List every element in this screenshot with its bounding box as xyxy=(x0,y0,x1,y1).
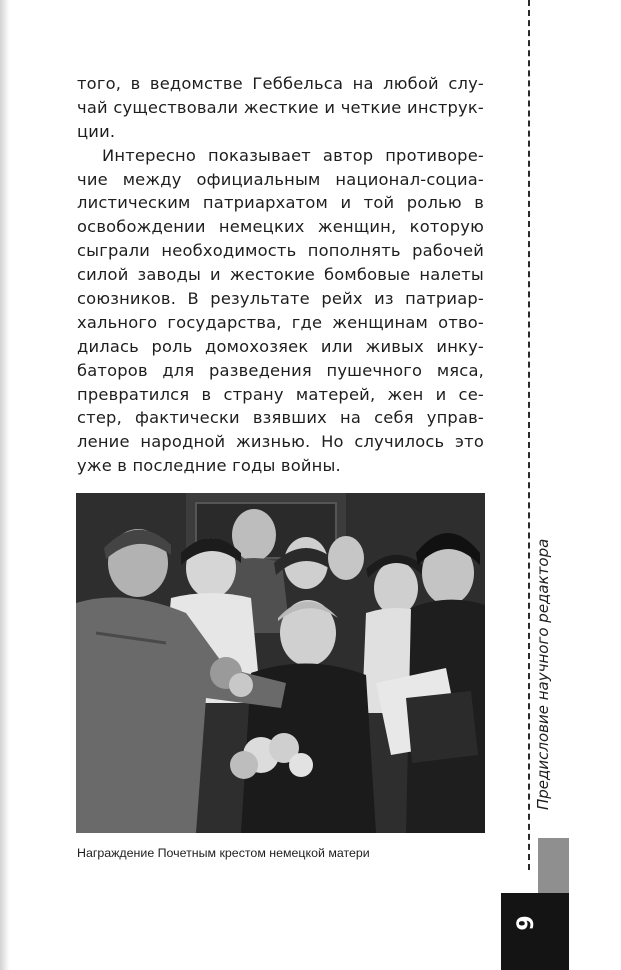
photo-caption: Награждение Почетным крестом немецкой матери xyxy=(77,846,370,860)
text-line: освобождении немецких женщин, которую xyxy=(77,217,484,237)
text-line: баторов для разведения пушечного мяса, xyxy=(77,360,484,380)
page-gutter-shadow xyxy=(0,0,10,970)
historical-photo xyxy=(76,493,485,833)
text-line: союзников. В результате рейх из патриар- xyxy=(77,289,484,309)
running-head-text: Предисловие научного редактора xyxy=(534,538,552,810)
text-line: ции. xyxy=(77,121,116,141)
text-line: уже в последние годы войны. xyxy=(77,456,341,476)
text-line: ление народной жизнью. Но случилось это xyxy=(77,432,484,452)
thumb-tab-grey xyxy=(538,838,569,894)
text-line: чие между официальным национал-социа- xyxy=(77,169,484,189)
text-line: листическим патриархатом и той ролью в xyxy=(77,193,484,213)
margin-dashed-rule xyxy=(528,0,530,870)
text-line: дилась роль домохозяек или живых инку- xyxy=(77,336,484,356)
body-text xyxy=(77,72,484,478)
text-line: хального государства, где женщинам отво- xyxy=(77,312,484,332)
text-line: силой заводы и жестокие бомбовые налеты xyxy=(77,265,484,285)
text-line: того, в ведомстве Геббельса на любой слу- xyxy=(77,74,484,93)
text-line: чай существовали жесткие и четкие инструк- xyxy=(77,97,484,117)
page-number: 9 xyxy=(513,915,539,931)
text-line: Интересно показывает автор противоре- xyxy=(102,145,484,165)
text-line: стер, фактически взявших на себя управ- xyxy=(77,408,484,428)
text-line: сыграли необходимость пополнять рабочей xyxy=(77,241,484,261)
photo-illustration xyxy=(76,493,485,833)
text-line: превратился в страну матерей, жен и се- xyxy=(77,384,484,404)
